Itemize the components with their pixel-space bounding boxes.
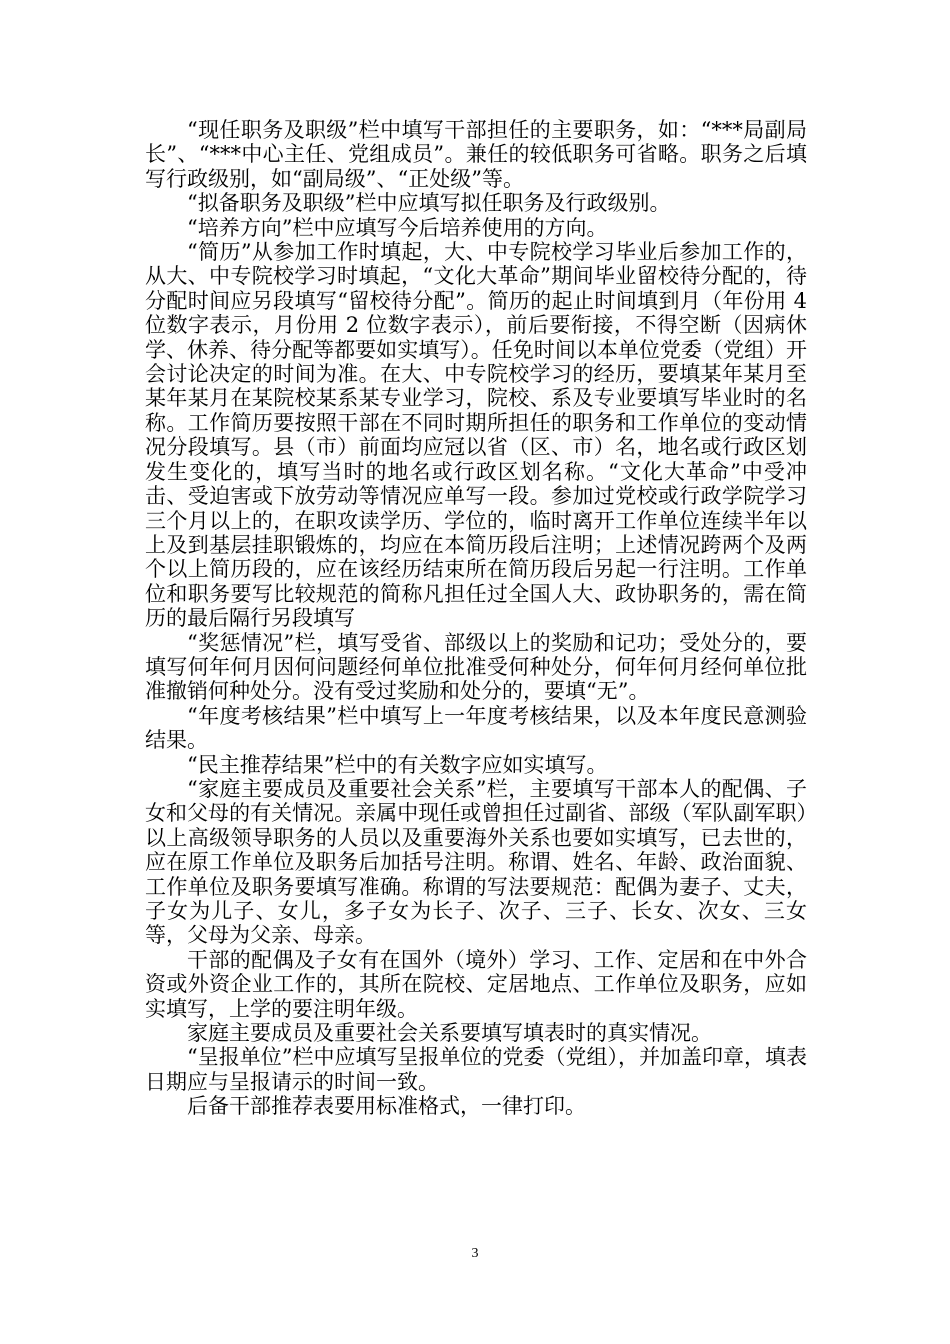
paragraph-democratic-recommendation: “民主推荐结果”栏中的有关数字应如实填写。 xyxy=(187,752,608,777)
paragraph-annual-assessment: “年度考核结果”栏中填写上一年度考核结果，以及本年度民意测验结果。 xyxy=(145,703,807,753)
paragraph-rewards-punishments: “奖惩情况”栏，填写受省、部级以上的奖励和记功；受处分的，要填写何年何月因何问题经何单位批准受何种处分，何年何月经何单位批准撤销何种处分。没有受过奖励和处分的，要填“无”。 xyxy=(145,630,807,704)
paragraph-current-position: “现任职务及职级”栏中填写干部担任的主要职务，如：“***局副局长”、“***中心主任、党组成员”。兼任的较低职务可省略。职务之后填写行政级别，如“副局级”、“正处级”等。 xyxy=(145,118,807,191)
paragraph-training-direction: “培养方向”栏中应填写今后培养使用的方向。 xyxy=(187,215,608,240)
paragraph-resume: “简历”从参加工作时填起，大、中专院校学习毕业后参加工作的，从大、中专院校学习时填起，“文化大革命”期间毕业留校待分配的，待分配时间应另段填写“留校待分配”。简历的起止时间填到月（年份用 4 位数字表示，月份用 2 位数字表示），前后要衔接，不得空断（因病休学、休养、待分配等都要如实填写）。任免时间以本单位党委（党组）开会讨论决定的时间为准。在大、中专院校学习的经历，要填某年某月至某年某月在某院校某系某专业学习，院校、系及专业要填写毕业时的名称。工作简历要按照干部在不同时期所担任的职务和工作单位的变动情况分段填写。县（市）前面均应冠以省（区、市）名，地名或行政区划发生变化的，填写当时的地名或行政区划名称。“文化大革命”中受冲击、受迫害或下放劳动等情况应单写一段。参加过党校或行政学院学习三个月以上的，在职攻读学历、学位的，临时离开工作单位连续半年以上及到基层挂职锻炼的，均应在本简历段后注明；上述情况跨两个及两个以上简历段的，应在该经历结束所在简历段后另起一行注明。工作单位和职务要写比较规范的简称凡担任过全国人大、政协职务的，需在简历的最后隔行另段填写 xyxy=(145,240,807,631)
paragraph-family-abroad: 干部的配偶及子女有在国外（境外）学习、工作、定居和在中外合资或外资企业工作的，其所在院校、定居地点、工作单位及职务，应如实填写，上学的要注明年级。 xyxy=(145,947,807,1021)
paragraph-standard-format: 后备干部推荐表要用标准格式，一律打印。 xyxy=(187,1094,586,1119)
paragraph-submitting-unit: “呈报单位”栏中应填写呈报单位的党委（党组），并加盖印章，填表日期应与呈报请示的时间一致。 xyxy=(145,1045,807,1094)
paragraph-family-members: “家庭主要成员及重要社会关系”栏，主要填写干部本人的配偶、子女和父母的有关情况。亲属中现任或曾担任过副省、部级（军队副军职）以上高级领导职务的人员以及重要海外关系也要如实填写，已去世的，应在原工作单位及职务后加括号注明。称谓、姓名、年龄、政治面貌、工作单位及职务要填写准确。称谓的写法要规范：配偶为妻子、丈夫，子女为儿子、女儿，多子女为长子、次子、三子、长女、次女、三女等，父母为父亲、母亲。 xyxy=(145,776,807,948)
document-body xyxy=(145,118,807,1119)
paragraph-family-actual-situation: 家庭主要成员及重要社会关系要填写填表时的真实情况。 xyxy=(187,1021,712,1046)
page-number: 3 xyxy=(471,1246,479,1261)
paragraph-proposed-position: “拟备职务及职级”栏中应填写拟任职务及行政级别。 xyxy=(187,191,671,216)
